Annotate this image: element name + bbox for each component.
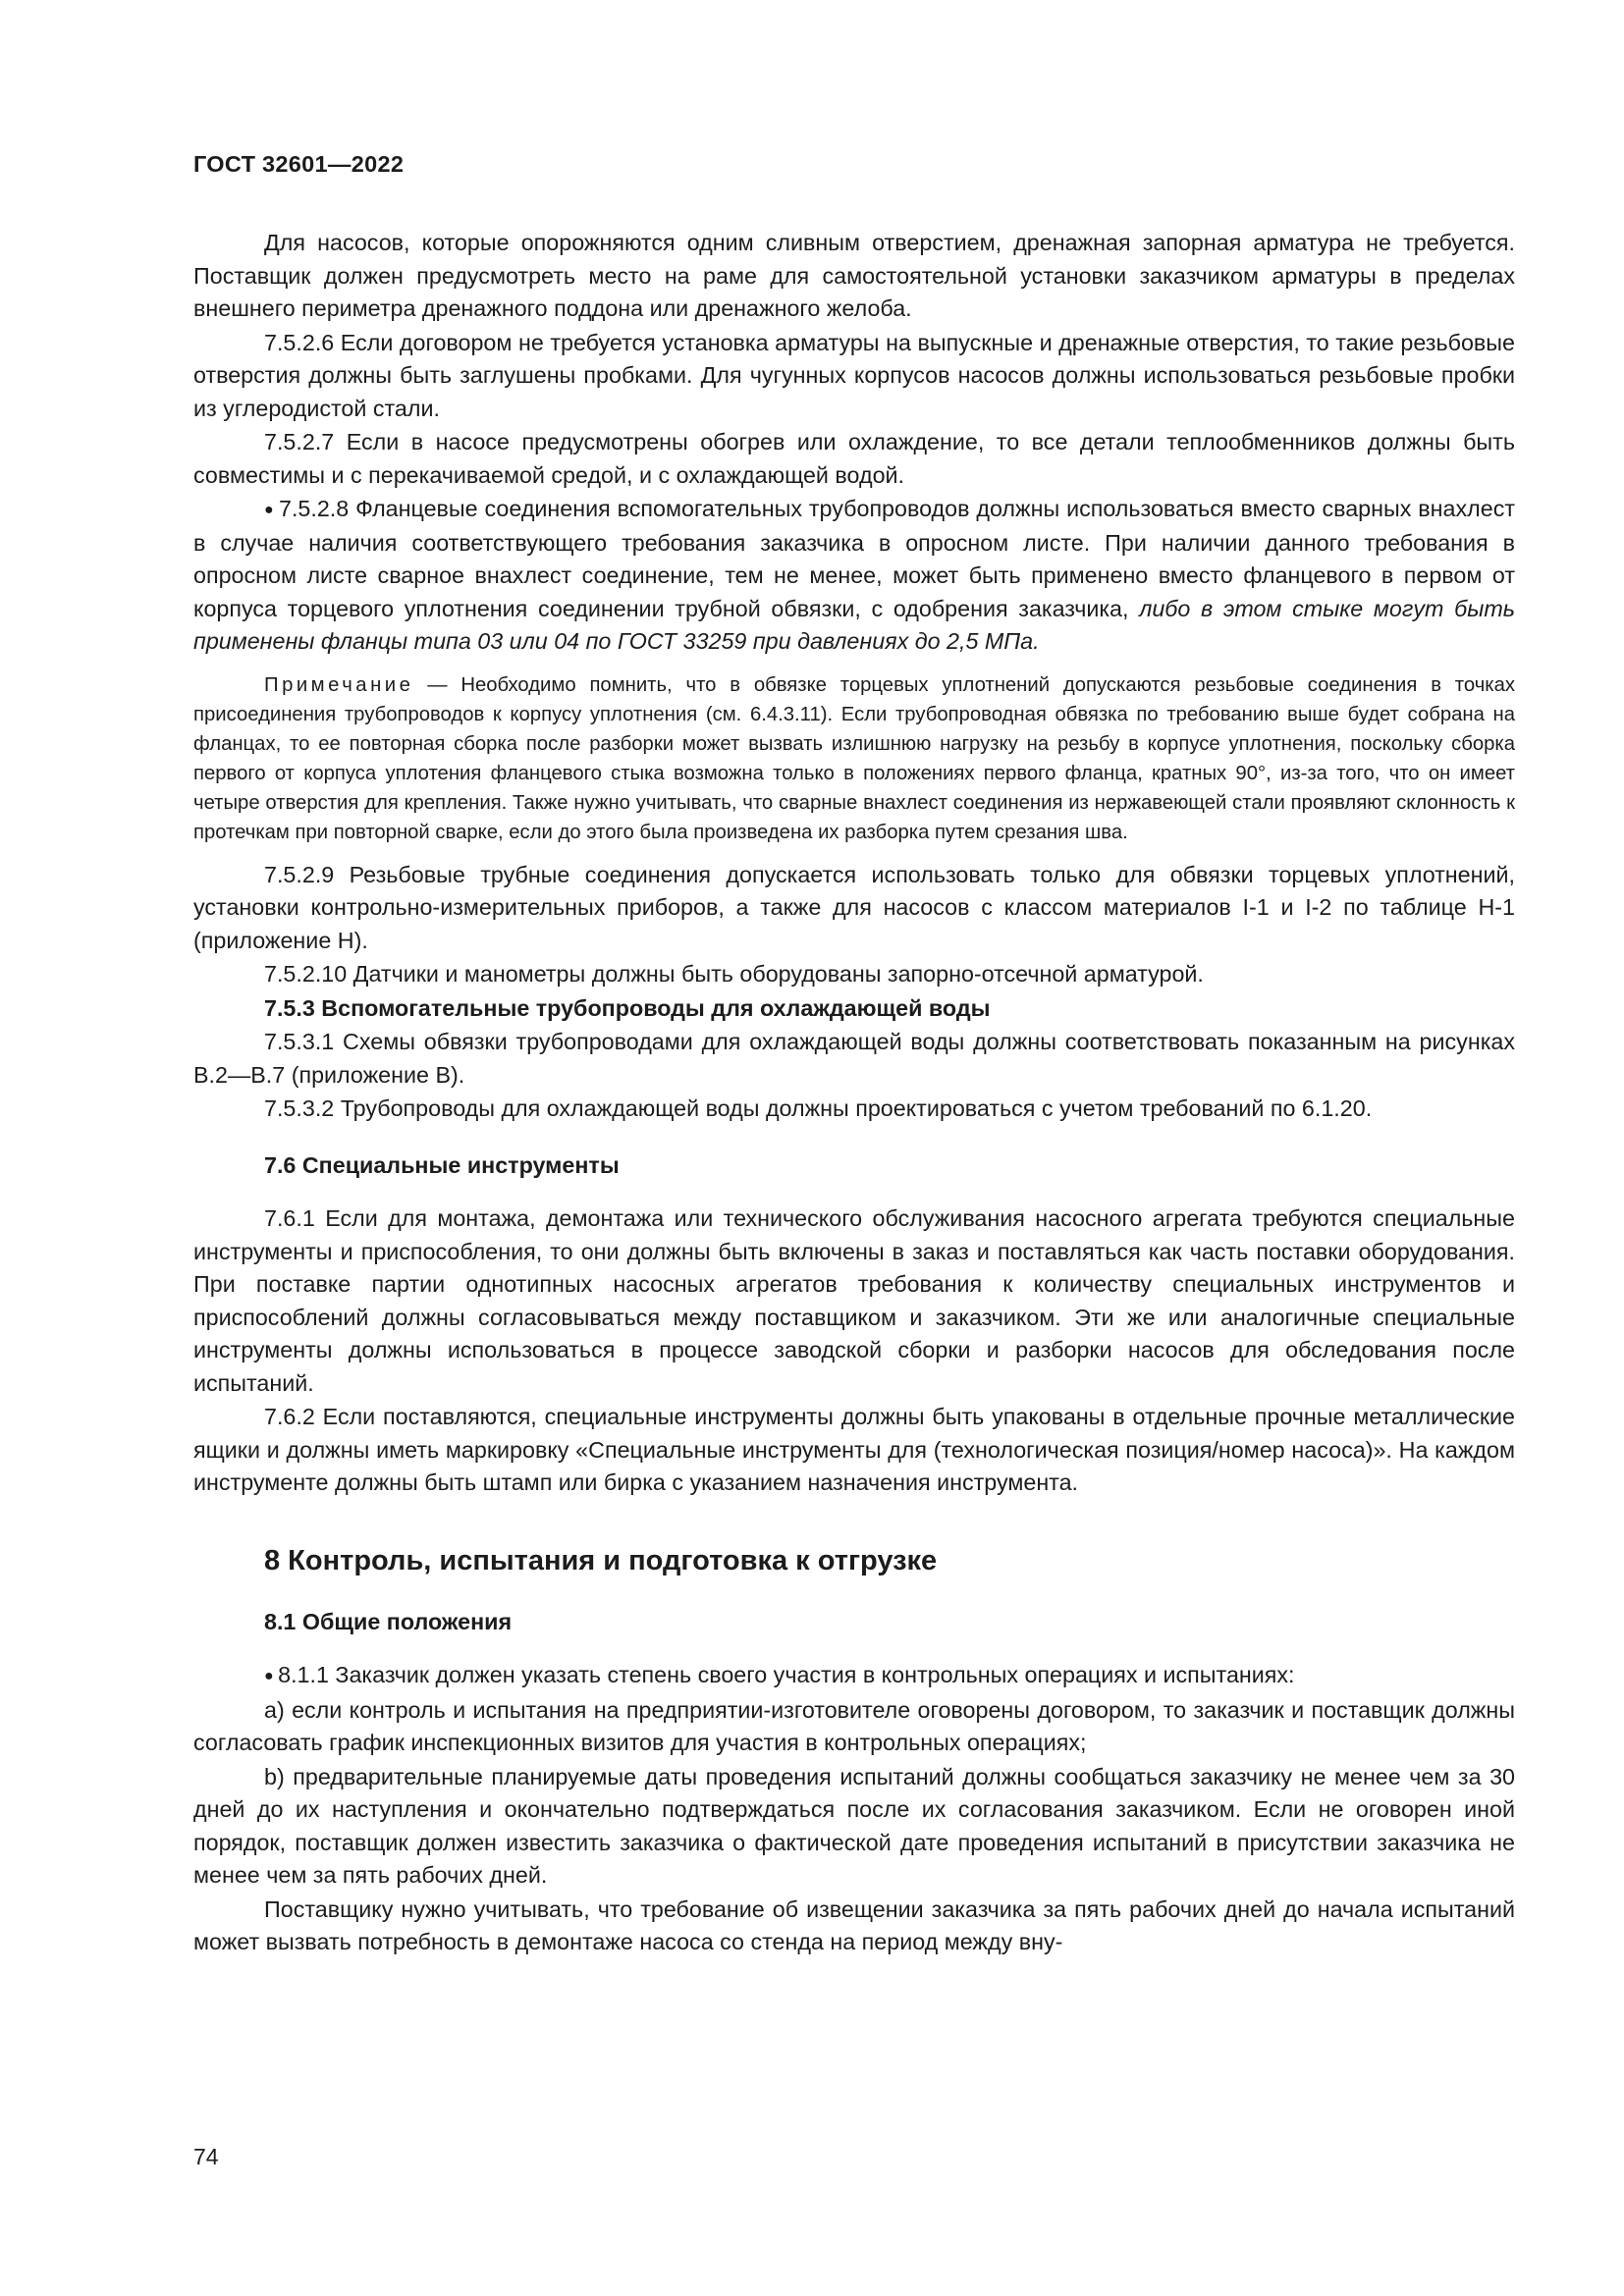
paragraph-supplier-note: Поставщику нужно учитывать, что требование об извещении заказчика за пять рабочих дней до начала испытаний может вызвать потребность в демонтаже насоса со стенда на период между вну- (193, 1896, 1515, 1954)
clause-7-5-2-10: 7.5.2.10 Датчики и манометры должны быть оборудованы запорно-отсечной арматурой. (264, 961, 1204, 987)
heading-7-6: 7.6 Специальные инструменты (264, 1151, 620, 1178)
page-content (193, 227, 1515, 1959)
clause-7-5-2-8-italic: либо в этом стыке могут быть применены фланцы типа 03 или 04 по ГОСТ 33259 при давлениях до 2,5 МПа. (193, 595, 1515, 654)
clause-7-5-3-2: 7.5.3.2 Трубопроводы для охлаждающей воды должны проектироваться с учетом требований по 6.1.20. (264, 1095, 1373, 1121)
clause-7-5-3-1: 7.5.3.1 Схемы обвязки трубопроводами для охлаждающей воды должны соответствовать показанным на рисунках В.2—В.7 (приложение В). (193, 1029, 1515, 1088)
clause-7-5-2-8-text: 7.5.2.8 Фланцевые соединения вспомогательных трубопроводов должны использоваться вместо сварных внахлест в случае наличия соответствующего требования заказчика в опросном листе. При наличии данного требования в опросном листе сварное внахлест соединение, тем не менее, может быть применено вместо фланцевого в первом от корпуса торцевого уплотнения соединении трубной обвязки, с одобрения заказчика, (193, 496, 1516, 621)
clause-7-5-2-8 (193, 493, 1515, 659)
heading-section-8: 8 Контроль, испытания и подготовка к отгрузке (264, 1544, 938, 1576)
clause-7-5-2-7: 7.5.2.7 Если в насосе предусмотрены обогрев или охлаждение, то все детали теплообменников должны быть совместимы и с перекачиваемой средой, и с охлаждающей водой. (193, 429, 1515, 488)
note-7-5-2-8 (193, 670, 1515, 847)
note-text: — Необходимо помнить, что в обвязке торцевых уплотнений допускаются резьбовые соединения в точках присоединения трубопроводов к корпусу уплотнения (см. 6.4.3.11). Если трубопроводная обвязка по требованию выше будет собрана на фланцах, то ее повторная сборка после разборки может вызвать излишнюю нагрузку на резьбу в корпусе уплотнения, поскольку сборка первого от корпуса уплотения фланцевого стыка возможна только в положениях первого фланца, кратных 90°, из-за того, что он имеет четыре отверстия для крепления. Также нужно учитывать, что сварные внахлест соединения из нержавеющей стали проявляют склонность к протечкам при повторной сварке, если до этого была произведена их разборка путем срезания шва. (193, 673, 1515, 843)
document-page (193, 0, 1515, 2296)
clause-8-1-1-a: a) если контроль и испытания на предприятии-изготовителе оговорены договором, то заказчик и поставщик должны согласовать график инспекционных визитов для участия в контрольных операциях; (193, 1696, 1515, 1755)
clause-7-5-2-6: 7.5.2.6 Если договором не требуется установка арматуры на выпускные и дренажные отверстия, то такие резьбовые отверстия должны быть заглушены пробками. Для чугунных корпусов насосов должны использоваться резьбовые пробки из углеродистой стали. (193, 329, 1515, 421)
heading-8-1: 8.1 Общие положения (264, 1608, 513, 1634)
clause-8-1-1: ● 8.1.1 Заказчик должен указать степень своего участия в контрольных операциях и испытаниях: (193, 1659, 1515, 1693)
paragraph-drain: Для насосов, которые опорожняются одним сливным отверстием, дренажная запорная арматура не требуется. Поставщик должен предусмотреть место на раме для самостоятельной установки заказчиком арматуры в пределах внешнего периметра дренажного поддона или дренажного желоба. (193, 230, 1515, 321)
clause-7-6-1: 7.6.1 Если для монтажа, демонтажа или технического обслуживания насосного агрегата требуются специальные инструменты и приспособления, то они должны быть включены в заказ и поставляться как часть поставки оборудования. При поставке партии однотипных насосных агрегатов требования к количеству специальных инструментов и приспособлений должны согласовываться между поставщиком и заказчиком. Эти же или аналогичные специальные инструменты должны использоваться в процессе заводской сборки и разборки насосов для обследования после испытаний. (193, 1205, 1515, 1396)
clause-7-6-2: 7.6.2 Если поставляются, специальные инструменты должны быть упакованы в отдельные прочные металлические ящики и должны иметь маркировку «Специальные инструменты для (технологическая позиция/номер насоса)». На каждом инструменте должны быть штамп или бирка с указанием назначения инструмента. (193, 1404, 1515, 1495)
clause-7-5-2-9: 7.5.2.9 Резьбовые трубные соединения допускается использовать только для обвязки торцевых уплотнений, установки контрольно-измерительных приборов, а также для насосов с классом материалов I-1 и I-2 по таблице Н-1 (приложение Н). (193, 861, 1515, 953)
heading-7-5-3: 7.5.3 Вспомогательные трубопроводы для охлаждающей воды (264, 994, 991, 1021)
page-number: 74 (193, 2144, 219, 2169)
note-label: Примечание (264, 673, 414, 696)
clause-8-1-1-b: b) предварительные планируемые даты проведения испытаний должны сообщаться заказчику не менее чем за 30 дней до их наступления и окончательно подтверждаться после их согласования заказчиком. Если не оговорен иной порядок, поставщик должен известить заказчика о фактической дате проведения испытаний в присутствии заказчика не менее чем за пять рабочих дней. (193, 1763, 1515, 1888)
document-header: ГОСТ 32601—2022 (193, 151, 405, 177)
